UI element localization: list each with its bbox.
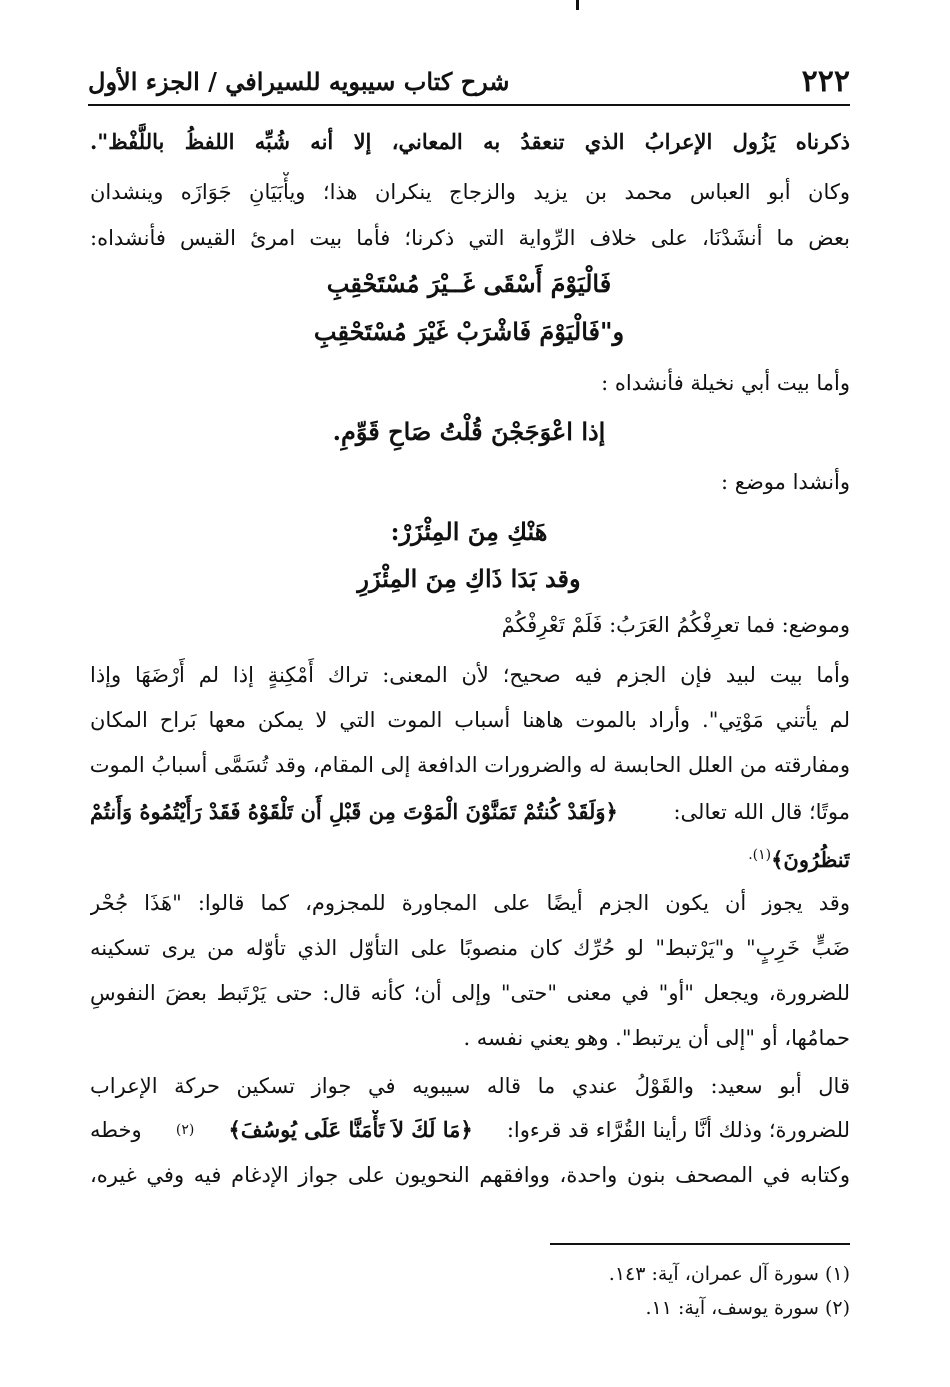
- page-number: ٢٢٢: [801, 63, 850, 99]
- verse-line: إذا اعْوَجَجْنَ قُلْتُ صَاحِ قَوِّمِ.: [332, 417, 606, 446]
- quran-verse: ﴿مَا لَكَ لاَ تَأْمَنَّا عَلَى يُوسُفَ﴾: [228, 1117, 473, 1142]
- text-span: موتًا؛ قال الله تعالى:: [673, 800, 850, 824]
- footnote-ref: (١).: [748, 847, 772, 863]
- footnote-divider: [550, 1243, 850, 1245]
- running-title: شرح كتاب سيبويه للسيرافي / الجزء الأول: [88, 66, 510, 96]
- text-line: قال أبو سعيد: والقَوْلُ عندي ما قاله سيبويه في جواز تسكين حركة الإعراب: [90, 1074, 850, 1098]
- text-line: [90, 1110, 850, 1150]
- footnote: (١) سورة آل عمران، آية: ١٤٣.: [608, 1263, 850, 1285]
- verse-line: وقد بَدَا ذَاكِ مِنَ المِئْزَرِ: [357, 564, 581, 593]
- text-line: وأما بيت أبي نخيلة فأنشداه :: [601, 371, 850, 395]
- text-line: ضَبٍّ خَرِبٍ" و"يَرْتبط" لو حُرِّك كان منصوبًا على التأوّل الذي تأوّله من يرى تسكينه: [90, 936, 850, 960]
- text-span: وخطه: [90, 1118, 142, 1142]
- verse-line: هَنْكِ مِنَ المِئْزَرْ:: [390, 517, 548, 546]
- text-line: ومفارقته من العلل الحابسة له والضرورات الدافعة إلى المقام، وقد تُسَمَّى أسبابُ الموت: [90, 753, 850, 777]
- verse-line: فَالْيَوْمَ أَسْقَى غَــيْرَ مُسْتَحْقِبِ: [326, 269, 612, 298]
- text-line: وأنشدا موضع :: [721, 470, 850, 494]
- quran-verse: ﴿وَلَقَدْ كُنتُمْ تَمَنَّوْنَ الْمَوْتَ مِن قَبْلِ أَن تَلْقَوْهُ فَقَدْ رَأَيْتُمُوهُ وَأَنتُمْ: [90, 799, 618, 824]
- quran-verse: تَنظُرُونَ﴾: [771, 847, 850, 872]
- text-line: وأما بيت لبيد فإن الجزم فيه صحيح؛ لأن المعنى: تراك أَمْكِنةٍ إذا لم أَرْضَهَا وإذا: [90, 663, 850, 687]
- page-header: [88, 58, 850, 106]
- text-line: حمامُها، أو "إلى أن يرتبط". وهو يعني نفسه .: [463, 1026, 850, 1050]
- text-line: للضرورة، ويجعل "أو" في معنى "حتى" وإلى أن؛ كأنه قال: حتى يَرْتَبط بعضَ النفوسِ: [90, 981, 850, 1005]
- text-line: [90, 835, 850, 875]
- text-line: بعض ما أنشَدْنَا، على خلاف الرِّواية التي ذكرنا؛ فأما بيت امرئ القيس فأنشداه:: [90, 226, 850, 250]
- scan-mark: [576, 0, 579, 10]
- text-line: وموضع: فما تعرِفْكُمُ العَرَبُ: فَلَمْ تَعْرِفْكُمْ: [501, 613, 850, 637]
- text-span: للضرورة؛ وذلك أنَّا رأينا القُرَّاء قد قرءوا:: [506, 1118, 850, 1142]
- text-line: وكتابه في المصحف بنون واحدة، ووافقهم النحويون على جواز الإدغام فيه وفي غيره،: [90, 1163, 850, 1187]
- verse-line: و"فَالْيَوْمَ فَاشْرَبْ غَيْرَ مُسْتَحْقِبِ: [313, 317, 625, 346]
- text-line: [90, 792, 850, 832]
- text-line: ذكرناه يَزُول الإعرابُ الذي تنعقدُ به المعاني، إلا أنه شُبِّه اللفظُ باللَّفْظ".: [90, 129, 850, 154]
- footnote: (٢) سورة يوسف، آية: ١١.: [645, 1297, 850, 1319]
- text-line: وقد يجوز أن يكون الجزم أيضًا على المجاورة للمجزوم، كما قالوا: "هَذَا جُحْر: [90, 891, 850, 915]
- footnote-ref: (٢): [175, 1122, 195, 1138]
- text-line: لم يأتني مَوْتِي". وأراد بالموت هاهنا أسباب الموت التي لا يمكن معها بَراح المكان: [90, 708, 850, 732]
- text-line: وكان أبو العباس محمد بن يزيد والزجاج ينكران هذا؛ ويأْبَيَانِ جَوَازَه وينشدان: [90, 180, 850, 204]
